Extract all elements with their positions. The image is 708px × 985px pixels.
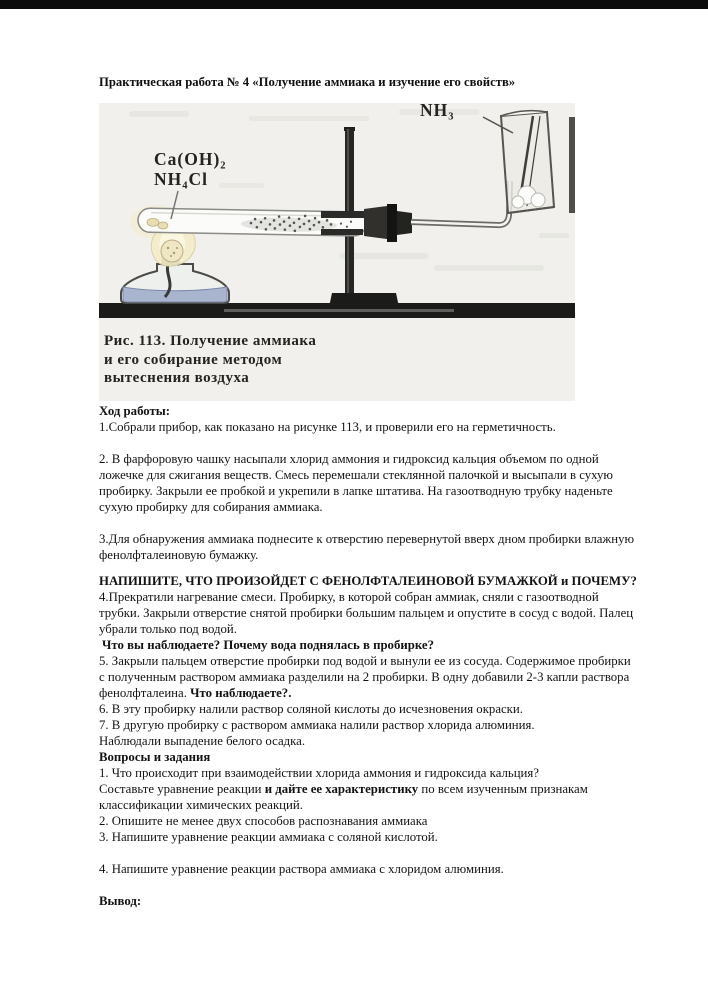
- figure-caption: [99, 322, 575, 401]
- step-2: 2. В фарфоровую чашку насыпали хлорид аммония и гидроксид кальция объемом по одной ложечке для сжигания веществ. Смесь перемешали стеклянной палочкой и высыпали в сухую пробирку. Закрыли ее пробкой и укрепили в лапке штатива. На газоотводную трубку наденьте сухую пробирку для собирания аммиака.: [99, 452, 613, 514]
- phenolphthalein-question: НАПИШИТЕ, ЧТО ПРОИЗОЙДЕТ С ФЕНОЛФТАЛЕИНОВОЙ БУМАЖКОЙ и ПОЧЕМУ?: [99, 574, 637, 588]
- apparatus-figure: [99, 100, 575, 401]
- spacer: [99, 515, 635, 531]
- step-5-text: 5. Закрыли пальцем отверстие пробирки под водой и вынули ее из сосуда. Содержимое пробирки с полученным раствором аммиака разделили на 2 пробирки. В одну добавили 2-3 капли раствора фенолфталеина.: [99, 654, 631, 700]
- questions-heading: Вопросы и задания: [99, 750, 211, 764]
- apparatus-drawing: [99, 103, 575, 322]
- spacer: [99, 435, 635, 451]
- label-caoh2: Ca(OH)₂: [154, 149, 227, 169]
- question-2: 2. Опишите не менее двух способов распознавания аммиака: [99, 814, 428, 828]
- question-1: 1. Что происходит при взаимодействии хлорида аммония и гидроксида кальция?: [99, 766, 539, 780]
- figure-caption-line: Рис. 113. Получение аммиака: [104, 333, 317, 349]
- spacer: [99, 845, 635, 861]
- apparatus-illustration: [99, 100, 575, 322]
- label-nh4cl: NH₄Cl: [154, 169, 208, 189]
- question-1-task-text: по всем изученным признакам классификации химических реакций.: [99, 782, 588, 812]
- gas-delivery-tube: [411, 181, 510, 225]
- question-1-task: [99, 781, 635, 813]
- step-4: 4.Прекратили нагревание смеси. Пробирку, в которой собран аммиак, сняли с газоотводной трубки. Закрыли отверстие снятой пробирки большим пальцем и опустите в сосуд с водой. Палец убрали только под водой.: [99, 590, 634, 636]
- step-1: 1.Собрали прибор, как показано на рисунке 113, и проверили его на герметичность.: [99, 420, 556, 434]
- conclusion-label: Вывод:: [99, 894, 142, 908]
- top-black-bar: [0, 0, 708, 9]
- step-5: [99, 653, 635, 701]
- question-1-task-bold: и дайте ее характеристику: [264, 782, 419, 796]
- page-title: Практическая работа № 4 «Получение аммиака и изучение его свойств»: [99, 75, 516, 89]
- step-3: 3.Для обнаружения аммиака поднесите к отверстию перевернутой вверх дном пробирки влажную фенолфталеиновую бумажку.: [99, 532, 635, 562]
- step-6: 6. В эту пробирку налили раствор соляной кислоты до исчезновения окраски.: [99, 702, 523, 716]
- collection-gas-jar: [501, 111, 554, 213]
- figure-label-nh3: NH₃: [420, 100, 455, 120]
- step-7-observation: Наблюдали выпадение белого осадка.: [99, 734, 306, 748]
- procedure-heading: Ход работы:: [99, 404, 171, 418]
- photo-edge-artifact: [569, 117, 575, 213]
- worksheet-text: [99, 403, 635, 909]
- spacer: [99, 563, 635, 573]
- figure-label-reagents: [154, 149, 227, 189]
- question-1-task-text: Составьте уравнение реакции: [99, 782, 265, 796]
- step-7: 7. В другую пробирку с раствором аммиака налили раствор хлорида алюминия.: [99, 718, 535, 732]
- question-4: 4. Напишите уравнение реакции раствора аммиака с хлоридом алюминия.: [99, 862, 504, 876]
- question-3: 3. Напишите уравнение реакции аммиака с соляной кислотой.: [99, 830, 438, 844]
- figure-caption-line: и его собирание методом: [104, 351, 283, 368]
- water-question: Что вы наблюдаете? Почему вода поднялась в пробирке?: [102, 638, 434, 652]
- stopper: [364, 204, 412, 242]
- step-5-question: Что наблюдаете?.: [190, 686, 292, 700]
- figure-caption-line: вытеснения воздуха: [104, 370, 250, 386]
- spacer: [99, 877, 635, 893]
